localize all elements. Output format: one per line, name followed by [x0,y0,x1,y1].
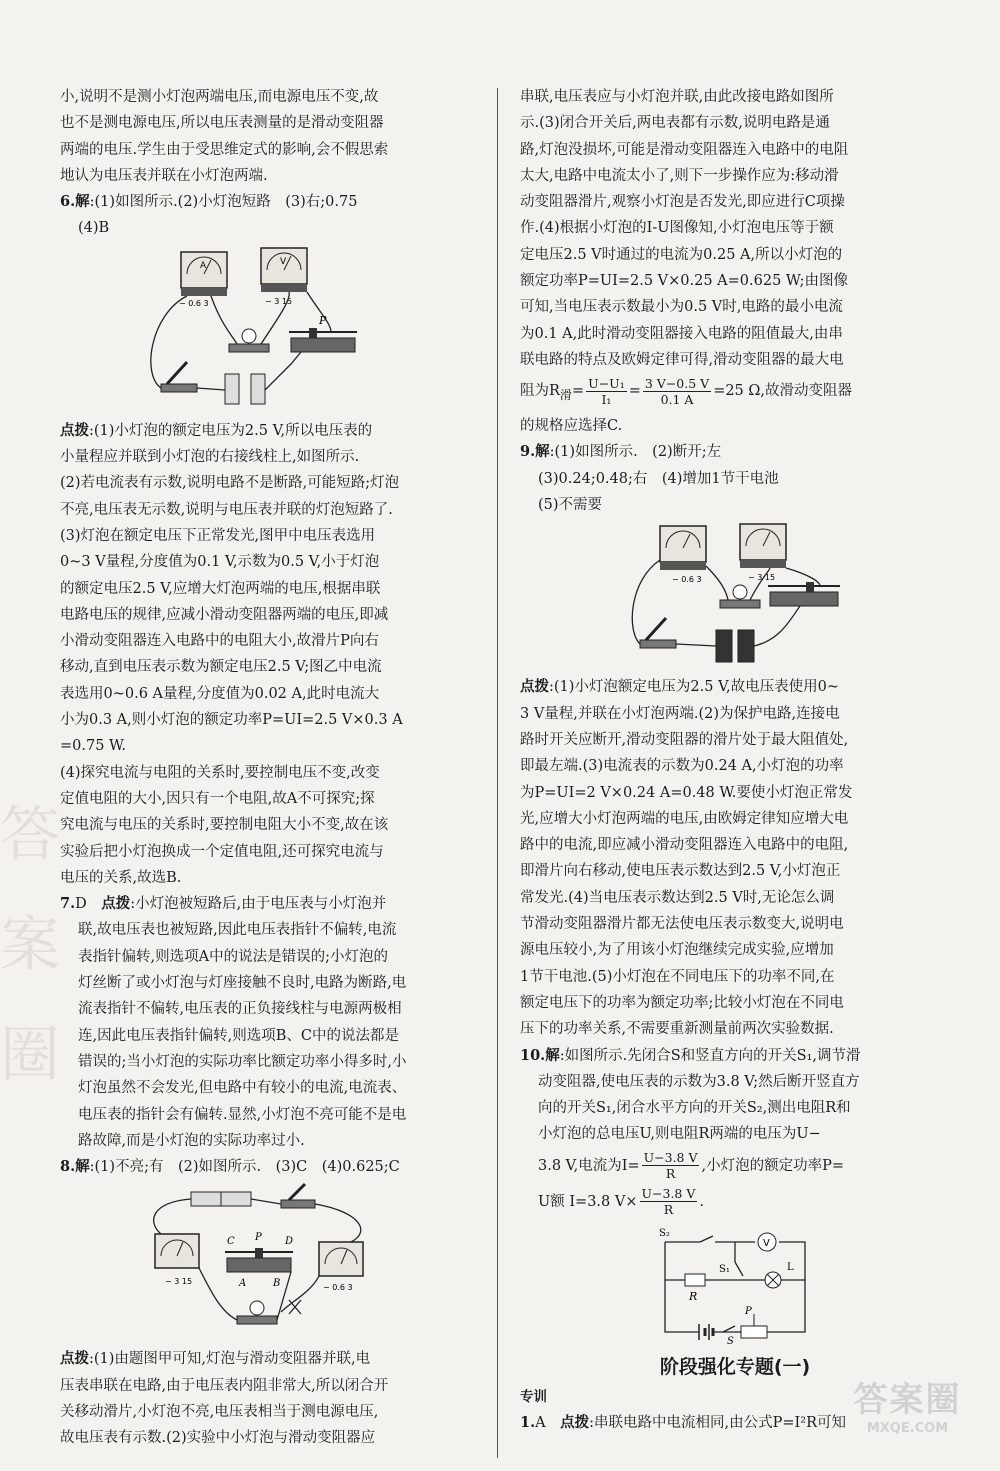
q6-tip-line: (2)若电流表有示数,说明电路不是断路,可能短路;灯泡 [60,475,400,492]
q6-tip [60,418,462,444]
q9-tip-line: 源电压较小,为了用该小灯泡继续完成实验,应增加 [520,942,834,959]
q7-line: 灯丝断了或小灯泡与灯座接触不良时,电路为断路,电 [78,975,407,992]
q9-tip-line: 1节干电池.(5)小灯泡在不同电压下的功率不同,在 [520,968,835,985]
q6-dianbo: 点拨 [60,421,89,439]
q9-dianbo: 点拨 [520,678,549,696]
frac-denominator: R [665,1166,676,1182]
s1-label: S₁ [719,1263,730,1275]
q10-formula-2 [520,1184,950,1220]
q6-tip-line: 电路电压的规律,应减小滑动变阻器两端的电压,即减 [60,606,389,623]
section-title: 阶段强化专题(一) [659,1355,811,1378]
q8-tip-line: 关移动滑片,小灯泡不亮,电压表相当于测电源电压, [60,1403,379,1420]
q9-answer-text: :(1)如图所示. (2)断开;左 [549,444,722,461]
q9-number: 9. [520,443,536,461]
q8-cont-line: 路,灯泡没损坏,可能是滑动变阻器连入电路中的电阻 [520,141,849,158]
q6-tip-line: 电压的关系,故选B. [60,869,182,886]
q10-answer [520,1043,950,1069]
q7-line: :小灯泡被短路后,由于电压表与小灯泡并 [130,896,387,913]
formula-suffix: . [699,1193,704,1210]
r-label: R [689,1289,698,1303]
q8-cont-line: 为0.1 A,此时滑动变阻器接入电路的阻值最大,由串 [520,325,843,342]
fig8-a-label: A [239,1278,247,1290]
switch-icon [640,618,676,648]
q6-tip-line: 定值电阻的大小,因只有一个电阻,故A不可探究;探 [60,790,375,807]
q8-conclusion: 的规格应选择C. [520,418,623,435]
q8-dianbo: 点拨 [60,1350,89,1368]
fig8-v-range: − 3 15 [165,1277,193,1287]
fig6-v-range: − 3 15 [265,296,293,306]
fig6-p-label: P [319,313,327,327]
q6-tip-line: (3)灯泡在额定电压下正常发光,图甲中电压表选用 [60,527,376,544]
watermark-logo [820,1372,995,1457]
q6-tip-line: =0.75 W. [60,738,127,755]
intro-line: 小,说明不是测小灯泡两端电压,而电源电压不变,故 [60,89,379,105]
q7-number: 7. [60,895,76,913]
formula-prefix: 阻为R [520,383,560,400]
q10-line: 动变阻器,使电压表的示数为3.8 V;然后断开竖直方 [538,1073,860,1090]
lamp-icon [765,1272,781,1288]
q1-dianbo: 点拨 [560,1414,590,1432]
frac-numerator: U−3.8 V [641,1186,696,1202]
q8-figure [60,1182,462,1342]
fig8-d-label: D [285,1236,294,1248]
q8-cont-line: 示.(3)闭合开关后,两电表都有示数,说明电路是通 [520,115,830,132]
right-column [520,84,950,1437]
formula-subscript: 滑 [559,388,572,403]
watermark-url: MXQE.COM [866,1421,949,1436]
q6-tip-line: 实验后把小灯泡换成一个定值电阻,还可探究电流与 [60,843,384,860]
v-label: V [763,1237,770,1249]
q7-line: 路故障,而是小灯泡的实际功率过小. [78,1132,305,1149]
watermark-left: 答案圈 [0,800,60,1090]
q9-circuit-diagram [620,520,850,670]
q6-jie: 解 [75,193,90,211]
q8-cont-line: 动变阻器滑片,观察小灯泡是否发光,即应进行C项操 [520,194,845,211]
q7-choice: D [75,896,87,913]
q9-tip-line: 即滑片向右移动,使电压表示数达到2.5 V,小灯泡正 [520,863,841,880]
q8-number: 8. [60,1158,76,1176]
rheostat-icon [289,328,357,352]
q6-tip-line: 究电流与电压的关系时,要控制电阻大小不变,故在该 [60,817,389,834]
q1-number: 1. [520,1414,536,1432]
s-label: S [727,1335,734,1344]
q8-tip [60,1346,462,1372]
formula-prefix: U额 I=3.8 V× [538,1193,638,1210]
formula-fraction-1 [586,376,627,407]
q6-answer-4: (4)B [78,220,110,237]
q9-tip-line: 压下的功率关系,不需要重新测量前两次实验数据. [520,1021,834,1038]
rheostat-icon [768,582,840,606]
q7-answer [60,891,462,917]
q10-line: 小灯泡的总电压U,则电阻R两端的电压为U− [538,1126,821,1143]
bulb-icon [720,585,760,608]
frac-numerator: U−3.8 V [643,1150,698,1166]
q9-tip-line: 常发光.(4)当电压表示数达到2.5 V时,无论怎么调 [520,889,835,906]
q8-cont-line: 太大,电路中电流太小了,则下一步操作应为:移动滑 [520,167,839,184]
q9-jie: 解 [535,443,550,461]
q10-circuit-diagram [655,1222,815,1344]
q6-tip-line: 小为0.3 A,则小灯泡的额定功率P=UI=2.5 V×0.3 A [60,712,403,729]
q6-tip-line: 表选用0~0.6 A量程,分度值为0.02 A,此时电流大 [60,685,380,702]
frac-numerator: U−U₁ [588,375,625,391]
resistor-icon [685,1274,705,1286]
q8-circuit-diagram [141,1182,381,1342]
q9-tip-line: 为P=UI=2 V×0.24 A=0.48 W.要使小灯泡正常发 [520,784,853,801]
q9-tip-line: 节滑动变阻器滑片都无法使电压表示数变大,说明电 [520,916,844,933]
fig6-a-range: − 0.6 3 [179,298,209,308]
q6-tip-text: :(1)小灯泡的额定电压为2.5 V,所以电压表的 [89,422,373,439]
left-column [60,84,462,1452]
formula-eq: = [572,383,585,400]
q6-answer [60,189,462,215]
fig9-a-range: − 0.6 3 [672,575,702,585]
q9-tip-line: 额定电压下的功率为额定功率;比较小灯泡在不同电 [520,994,844,1011]
watermark-text: 答案圈 [853,1380,962,1420]
q9-tip-line: 光,应增大小灯泡两端的电压,由欧姆定律知应增大电 [520,810,849,827]
frac-denominator: R [663,1202,674,1218]
q8-tip-line: 压表串联在电路,由于电压表内阻非常大,所以闭合开 [60,1377,389,1394]
q7-line: 联,故电压表也被短路,因此电压表指针不偏转,电流 [78,922,397,939]
formula-suffix: ,小灯泡的额定功率P= [701,1157,844,1174]
battery-icon [716,630,754,662]
q7-line: 错误的;当小灯泡的实际功率比额定功率小得多时,小 [78,1053,407,1070]
q8-tip-text: :(1)由题图甲可知,灯泡与滑动变阻器并联,电 [89,1351,371,1368]
q6-tip-line: 不亮,电压表无示数,说明与电压表并联的灯泡短路了. [60,501,393,518]
fig9-v-range: − 3 15 [748,573,776,583]
q6-tip-line: (4)探究电流与电阻的关系时,要控制电压不变,改变 [60,764,380,781]
battery-icon [225,374,265,404]
battery-icon [191,1192,251,1206]
formula-eq: = [628,383,641,400]
q8-answer-text: :(1)不亮;有 (2)如图所示. (3)C (4)0.625;C [89,1159,400,1176]
q9-tip-line: 路时开关应断开,滑动变阻器的滑片处于最大阻值处, [520,731,849,748]
q6-circuit-diagram [141,244,381,414]
q1-text: :串联电路中电流相同,由公式P=I²R可知 [589,1415,846,1432]
rheostat-icon [741,1326,767,1338]
battery-icon [699,1324,713,1340]
q10-line: :如图所示.先闭合S和竖直方向的开关S₁,调节滑 [559,1047,861,1064]
q6-tip-line: 0~3 V量程,分度值为0.1 V,示数为0.5 V,小于灯泡 [60,554,380,571]
switch-icon [281,1184,315,1208]
voltmeter-icon [155,1234,199,1268]
q8-cont-line: 额定功率P=UI=2.5 V×0.25 A=0.625 W;由图像 [520,273,848,290]
q6-tip-line: 的额定电压2.5 V,应增大灯泡两端的电压,根据串联 [60,580,381,597]
formula-prefix: 3.8 V,电流为I= [538,1157,640,1174]
fig6-a-label: A [200,260,207,271]
q8-cont-line: 作.(4)根据小灯泡的I-U图像知,小灯泡电压等于额 [520,220,834,237]
q6-tip-line: 小滑动变阻器连入电路中的电阻大小,故滑片P向右 [60,633,379,650]
q7-line: 灯泡虽然不会发光,但电路中有较小的电流,电流表、 [78,1080,407,1097]
formula-fraction [640,1186,698,1217]
q8-formula [520,373,950,413]
q6-figure [60,244,462,414]
fig6-v-label: V [280,256,287,267]
q8-tip-line: 故电压表有示数.(2)实验中小灯泡与滑动变阻器应 [60,1430,376,1447]
q7-line: 流表指针不偏转,电压表的正负接线柱与电源两极相 [78,1001,402,1018]
formula-fraction [642,1150,700,1181]
q9-tip-line: 即最左端.(3)电流表的示数为0.24 A,小灯泡的功率 [520,758,844,775]
q10-number: 10. [520,1046,546,1064]
formula-suffix: =25 Ω,故滑动变阻器 [713,383,853,400]
intro-line: 地认为电压表并联在小灯泡两端. [60,167,268,184]
q8-answer [60,1154,462,1180]
ammeter-icon [319,1242,363,1276]
l-label: L [787,1261,794,1273]
p-label: P [745,1305,752,1317]
frac-denominator: 0.1 A [660,391,694,407]
q1-choice: A [535,1415,546,1432]
column-divider [497,88,498,1458]
ammeter-icon [181,252,227,296]
fig8-c-label: C [227,1236,235,1248]
q8-cont-line: 串联,电压表应与小灯泡并联,由此改接电路如图所 [520,89,834,105]
q8-cont-line: 定电压2.5 V时通过的电流为0.25 A,所以小灯泡的 [520,246,843,263]
sub-title: 专训 [520,1388,547,1405]
q6-tip-line: 小量程应并联到小灯泡的右接线柱上,如图所示. [60,449,360,466]
fig8-p-label: P [255,1232,262,1244]
q8-cont-line: 联电路的特点及欧姆定律可得,滑动变阻器的最大电 [520,351,844,368]
fig8-b-label: B [273,1278,281,1290]
q7-line: 连,因此电压表指针偏转,则选项B、C中的说法都是 [78,1027,399,1044]
q9-figure [520,520,950,670]
q8-jie: 解 [75,1158,90,1176]
fig8-a-range: − 0.6 3 [323,1283,353,1293]
q7-line: 电压表的指针会有偏转.显然,小灯泡不亮可能不是电 [78,1106,407,1123]
q9-answer [520,439,950,465]
q9-tip-line: 路中的电流,即应减小滑动变阻器连入电路中的电阻, [520,837,849,854]
q9-tip-line: 3 V量程,并联在小灯泡两端.(2)为保护电路,连接电 [520,705,840,722]
q9-tip [520,674,950,700]
intro-line: 两端的电压.学生由于受思维定式的影响,会不假思索 [60,141,389,158]
s2-label: S₂ [659,1227,670,1239]
switch-icon [723,1326,735,1332]
q9-answer-line: (3)0.24;0.48;右 (4)增加1节干电池 [538,470,779,487]
intro-line: 也不是测电源电压,所以电压表测量的是滑动变阻器 [60,115,384,132]
formula-fraction-2 [643,376,711,407]
frac-denominator: I₁ [601,391,612,407]
q10-jie: 解 [545,1046,560,1064]
q10-formula-1 [520,1148,950,1184]
q6-answer-text: :(1)如图所示.(2)小灯泡短路 (3)右;0.75 [89,194,358,211]
q7-line: 表指针偏转,则选项A中的说法是错误的;小灯泡的 [78,948,388,965]
voltmeter-icon [261,248,307,292]
ammeter-icon [660,526,706,570]
q7-dianbo: 点拨 [101,895,131,913]
rheostat-icon [225,1248,293,1272]
q10-figure [520,1222,950,1344]
q9-answer-line: (5)不需要 [538,497,603,514]
q10-line: 向的开关S₁,闭合水平方向的开关S₂,测出电阻R和 [538,1100,851,1117]
frac-numerator: 3 V−0.5 V [644,375,710,391]
bulb-icon [237,1301,277,1324]
q6-tip-line: 移动,直到电压表示数为额定电压2.5 V;图乙中电流 [60,659,382,676]
q9-tip-text: :(1)小灯泡额定电压为2.5 V,故电压表使用0~ [549,679,840,696]
voltmeter-icon [740,524,786,568]
q6-number: 6. [60,193,76,211]
switch-icon [161,362,197,392]
q8-cont-line: 可知,当电压表示数最小为0.5 V时,电路的最小电流 [520,299,843,316]
